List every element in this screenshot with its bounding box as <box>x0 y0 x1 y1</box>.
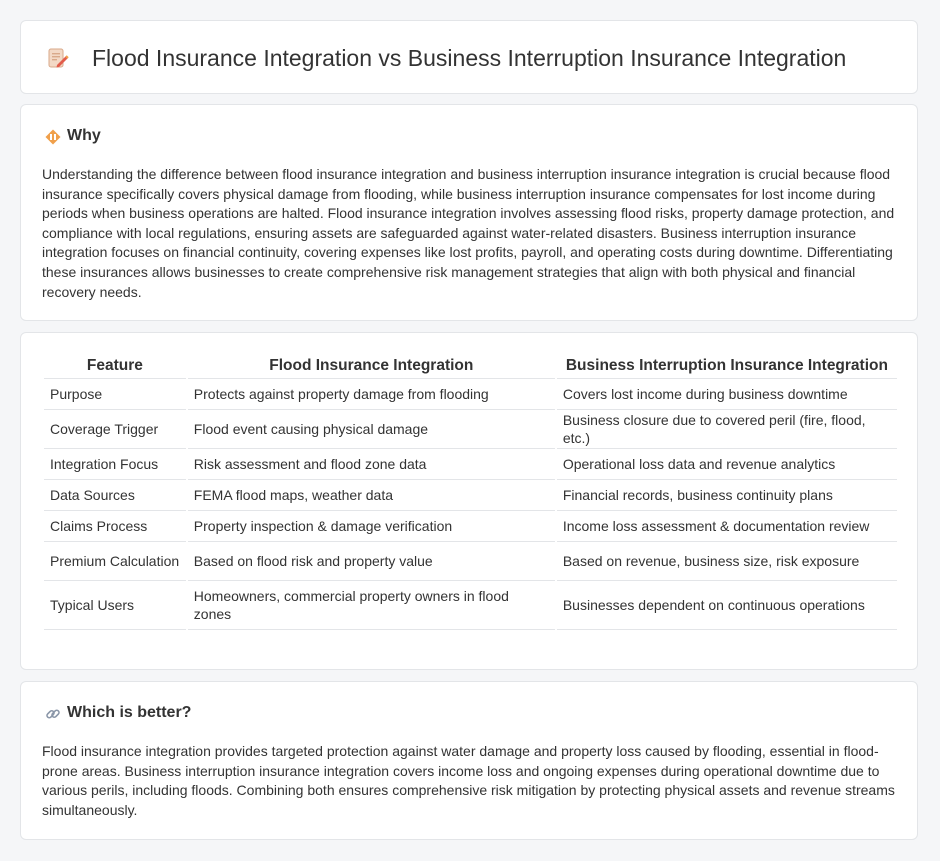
header-feature: Feature <box>44 353 186 379</box>
page-title: Flood Insurance Integration vs Business Interruption Insurance Integration <box>92 45 847 71</box>
feature-cell: Integration Focus <box>44 449 186 480</box>
feature-cell: Premium Calculation <box>44 542 186 581</box>
business-interruption-cell: Income loss assessment & documentation review <box>557 511 897 542</box>
which-is-better-heading: Which is better? <box>67 704 192 721</box>
header-business-interruption: Business Interruption Insurance Integration <box>557 353 897 379</box>
business-interruption-cell: Business closure due to covered peril (fire, flood, etc.) <box>557 410 897 449</box>
document-pencil-icon <box>47 47 69 69</box>
feature-cell: Purpose <box>44 379 186 410</box>
header-flood: Flood Insurance Integration <box>188 353 555 379</box>
which-is-better-text: Flood insurance integration provides targeted protection against water damage and property loss caused by flooding, essential in flood-prone areas. Business interruption insurance integration covers income loss and ongoing expenses during operational downtime due to various perils, including floods. Combining both ensures comprehensive risk mitigation by protecting physical assets and revenue streams simultaneously. <box>42 743 895 818</box>
title-card <box>20 20 918 94</box>
why-heading: Why <box>67 127 101 144</box>
table-row <box>44 581 897 630</box>
table-row <box>44 379 897 410</box>
feature-cell: Typical Users <box>44 581 186 630</box>
table-row <box>44 480 897 511</box>
business-interruption-cell: Covers lost income during business downtime <box>557 379 897 410</box>
flood-cell: FEMA flood maps, weather data <box>188 480 555 511</box>
feature-cell: Claims Process <box>44 511 186 542</box>
flood-cell: Flood event causing physical damage <box>188 410 555 449</box>
which-is-better-section <box>20 681 918 840</box>
feature-cell: Coverage Trigger <box>44 410 186 449</box>
diamond-warning-icon <box>45 129 61 145</box>
link-icon <box>45 706 61 722</box>
why-text: Understanding the difference between flood insurance integration and business interruption insurance integration is crucial because flood insurance specifically covers physical damage from flooding, while business interruption insurance compensates for lost income during periods when business operations are halted. Flood insurance integration involves assessing flood risks, property damage protection, and compliance with local regulations, ensuring assets are safeguarded against water-related disasters. Business interruption insurance integration focuses on financial continuity, covering expenses like lost profits, payroll, and operating costs during downtime. Differentiating these insurances allows businesses to create comprehensive risk management strategies that align with both physical and financial recovery needs. <box>42 166 895 300</box>
table-row <box>44 449 897 480</box>
flood-cell: Property inspection & damage verification <box>188 511 555 542</box>
business-interruption-cell: Operational loss data and revenue analytics <box>557 449 897 480</box>
feature-cell: Data Sources <box>44 480 186 511</box>
business-interruption-cell: Based on revenue, business size, risk exposure <box>557 542 897 581</box>
business-interruption-cell: Financial records, business continuity plans <box>557 480 897 511</box>
table-row <box>44 542 897 581</box>
flood-cell: Protects against property damage from flooding <box>188 379 555 410</box>
table-row <box>44 511 897 542</box>
flood-cell: Homeowners, commercial property owners in flood zones <box>188 581 555 630</box>
why-section <box>20 104 918 321</box>
flood-cell: Based on flood risk and property value <box>188 542 555 581</box>
flood-cell: Risk assessment and flood zone data <box>188 449 555 480</box>
comparison-table <box>42 353 899 630</box>
table-header-row <box>44 353 897 379</box>
comparison-section <box>20 332 918 670</box>
business-interruption-cell: Businesses dependent on continuous operations <box>557 581 897 630</box>
table-row <box>44 410 897 449</box>
